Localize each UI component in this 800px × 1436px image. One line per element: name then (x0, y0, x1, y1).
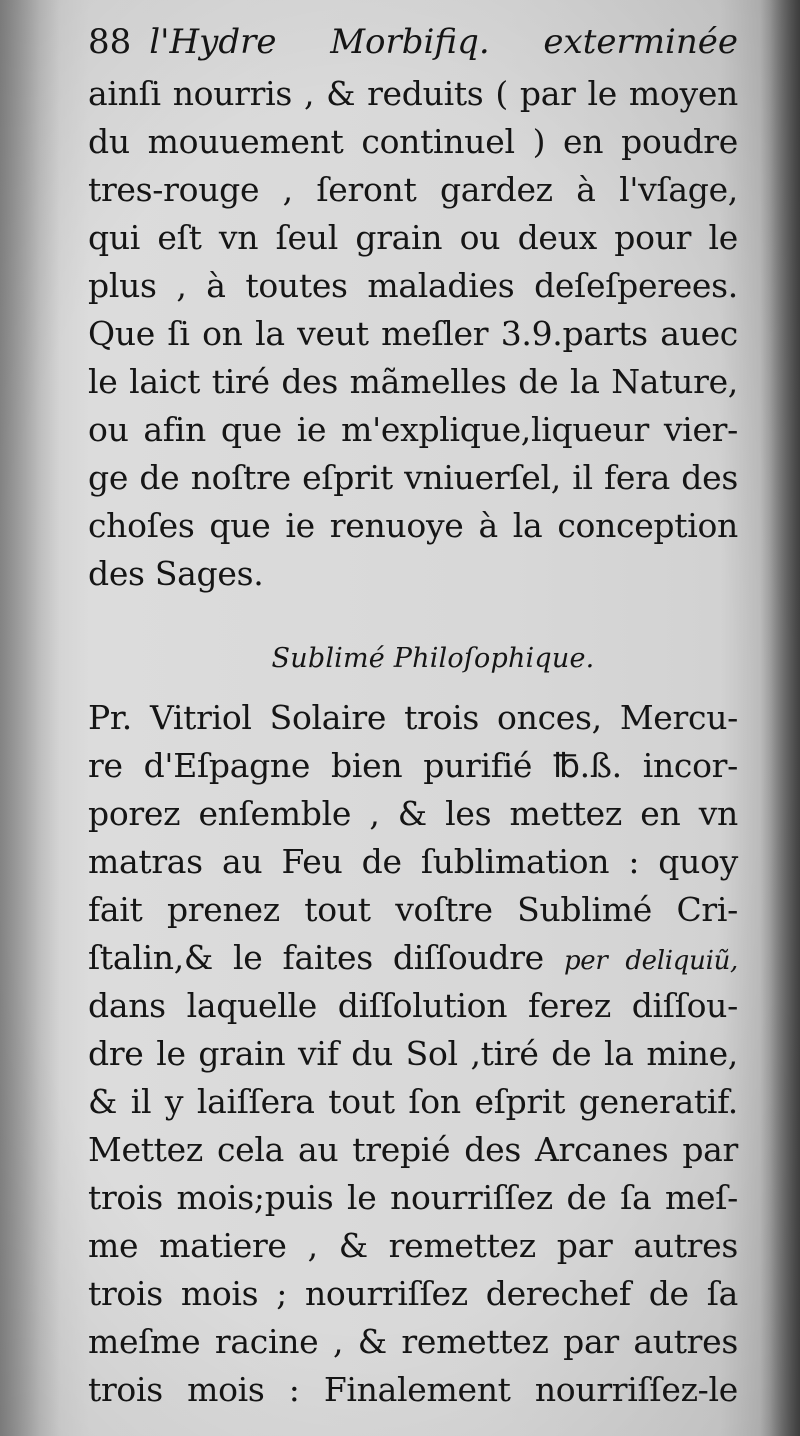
text-line: meſme racine , & remettez par autres (88, 1322, 738, 1361)
text-line: porez enſemble , & les mettez en vn (88, 794, 738, 833)
text-segment: ſtalin,& le faites diſſoudre (88, 938, 544, 977)
page-header (88, 14, 738, 70)
text-line: choſes que ie renuoye à la conception (88, 506, 738, 545)
running-title: l'Hydre Morbifiq. exterminée (149, 22, 738, 62)
text-line: qui eſt vn ſeul grain ou deux pour le (88, 218, 738, 257)
text-line: & il y laiſſera tout ſon eſprit generatif. (88, 1082, 738, 1121)
latin-phrase: per deliquiũ, (563, 946, 738, 976)
spacer (88, 598, 738, 624)
text-line: tres-rouge , ſeront gardez à l'vſage, (88, 170, 738, 209)
text-line: matras au Feu de ſublimation : quoy (88, 842, 738, 881)
text-line: des Sages. (88, 554, 264, 593)
page-number: 88 (88, 22, 132, 62)
text-line: Mettez cela au trepié des Arcanes par (88, 1130, 738, 1169)
text-line: re d'Eſpagne bien purifié ℔.ß. incor- (88, 746, 738, 785)
text-line: trois mois;puis le nourriſſez de ſa meſ- (88, 1178, 738, 1217)
text-line: dre le grain vif du Sol ,tiré de la mine, (88, 1034, 738, 1073)
paragraph-1 (88, 70, 738, 598)
page-text (88, 14, 738, 1414)
text-line: ge de noſtre eſprit vniuerſel, il fera des (88, 458, 738, 497)
text-line: ou afin que ie m'explique,liqueur vier- (88, 410, 738, 449)
gutter-shadow (0, 0, 60, 1436)
text-line: Pr. Vitriol Solaire trois onces, Mercu- (88, 698, 738, 737)
page-edge-shadow (760, 0, 800, 1436)
text-line: ainſi nourris , & reduits ( par le moyen (88, 74, 738, 113)
text-line: plus , à toutes maladies deſeſperees. (88, 266, 738, 305)
text-line: du mouuement continuel ) en poudre (88, 122, 738, 161)
text-line: trois mois : Finalement nourriſſez-le (88, 1370, 738, 1409)
text-line: dans laquelle diſſolution ferez diſſou- (88, 986, 738, 1025)
section-heading: Sublimé Philoſophique. (271, 643, 595, 674)
text-line: Que ſi on la veut meſler 3.9.parts auec (88, 314, 738, 353)
paragraph-2 (88, 694, 738, 1414)
text-line: trois mois ; nourriſſez derechef de ſa (88, 1274, 738, 1313)
text-line: fait prenez tout voſtre Sublimé Cri- (88, 890, 738, 929)
text-line: me matiere , & remettez par autres (88, 1226, 738, 1265)
text-line: le laict tiré des mãmelles de la Nature, (88, 362, 738, 401)
text-line-mixed (88, 934, 738, 982)
